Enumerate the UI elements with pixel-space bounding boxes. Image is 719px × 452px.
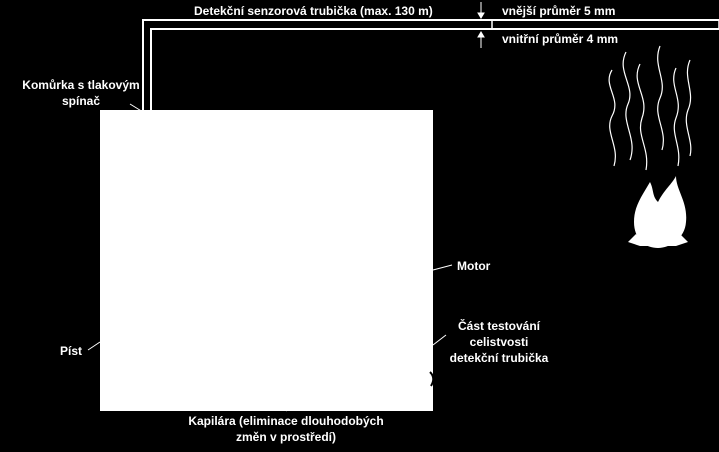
inner-diameter-label: vnitřní průměr 4 mm xyxy=(502,32,619,46)
motor-label: Motor xyxy=(457,259,491,273)
tube-label: Detekční senzorová trubička (max. 130 m) xyxy=(194,4,433,18)
outer-diameter-arrow xyxy=(478,2,484,18)
capillary-label-line2: změn v prostředí) xyxy=(235,430,337,444)
capillary-label xyxy=(170,413,402,445)
inner-diameter-arrow xyxy=(478,32,484,48)
test-label-line1: Část testování xyxy=(457,319,541,333)
piston-label: Píst xyxy=(60,344,83,358)
chamber-label xyxy=(10,77,152,109)
test-label xyxy=(434,318,564,366)
test-label-line3: detekční trubička xyxy=(449,351,549,365)
fire-icon xyxy=(628,176,688,248)
tube-end-segment xyxy=(492,20,719,29)
test-label-line2: celistvosti xyxy=(469,335,529,349)
smoke-lines xyxy=(609,46,691,170)
piston-leader xyxy=(88,342,100,350)
chamber-label-line2: spínač xyxy=(61,94,100,108)
device-box xyxy=(100,110,433,411)
capillary-label-line1: Kapilára (eliminace dlouhodobých xyxy=(188,414,384,428)
motor-leader xyxy=(433,265,452,270)
outer-diameter-label: vnější průměr 5 mm xyxy=(502,4,616,18)
sensor-tube xyxy=(143,20,719,110)
chamber-label-line1: Komůrka s tlakovým xyxy=(22,78,140,92)
